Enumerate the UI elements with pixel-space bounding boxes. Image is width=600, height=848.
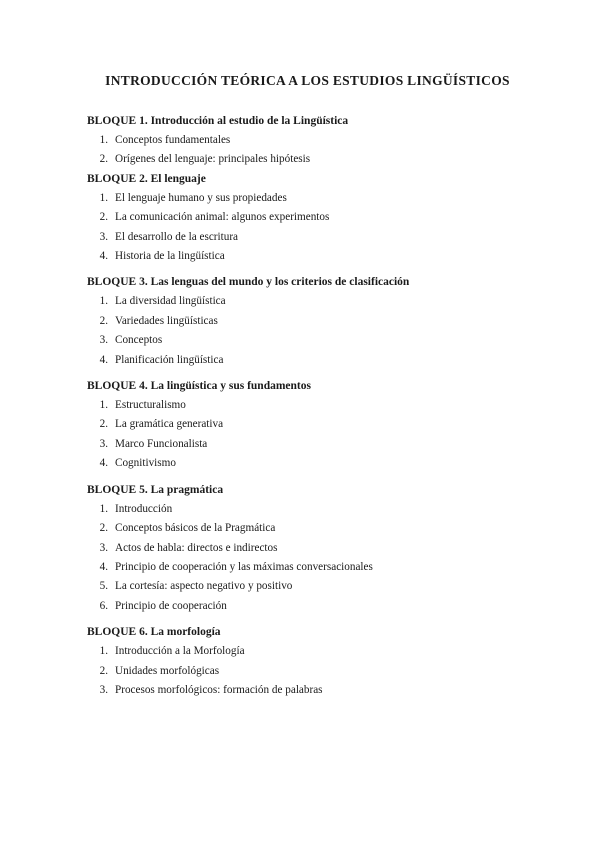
topic-list [87, 642, 520, 700]
topic-text: Estructuralismo [115, 399, 186, 412]
topic-number: 1. [99, 502, 108, 515]
topic-list [87, 131, 520, 170]
topic-item [87, 597, 520, 616]
topic-text: Planificación lingüística [115, 353, 224, 366]
topic-item [87, 189, 520, 208]
topic-number: 4. [99, 560, 108, 573]
topic-text: Orígenes del lenguaje: principales hipótesis [115, 153, 311, 166]
topic-item [87, 539, 520, 558]
topic-item [87, 228, 520, 247]
topic-number: 2. [99, 314, 108, 327]
topic-text: Introducción [115, 502, 173, 515]
topic-item [87, 662, 520, 681]
topic-item [87, 331, 520, 350]
topic-item [87, 292, 520, 311]
topic-text: El lenguaje humano y sus propiedades [115, 191, 287, 204]
topic-item [87, 208, 520, 227]
topic-text: La gramática generativa [115, 418, 224, 431]
topic-list [87, 292, 520, 370]
topic-text: Conceptos fundamentales [115, 134, 231, 146]
topic-number: 3. [99, 230, 108, 243]
topic-number: 2. [99, 418, 108, 431]
topic-number: 3. [99, 334, 108, 347]
topic-text: Principio de cooperación [115, 599, 227, 612]
topic-item [87, 247, 520, 266]
syllabus-block [87, 112, 520, 170]
topic-item [87, 681, 520, 700]
topic-text: Unidades morfológicas [115, 664, 220, 677]
topic-number: 1. [99, 134, 108, 146]
topic-text: Marco Funcionalista [115, 437, 208, 450]
topic-number: 2. [99, 522, 108, 535]
topic-number: 5. [99, 580, 108, 593]
topic-number: 1. [99, 645, 108, 658]
topic-number: 1. [99, 295, 108, 308]
topic-item [87, 454, 520, 473]
topic-item [87, 558, 520, 577]
topic-list [87, 500, 520, 616]
block-heading: BLOQUE 4. La lingüística y sus fundamentos [87, 380, 311, 393]
topic-text: Cognitivismo [115, 457, 176, 470]
topic-number: 4. [99, 457, 108, 470]
topic-text: Actos de habla: directos e indirectos [115, 541, 278, 554]
topic-number: 3. [99, 541, 108, 554]
topic-text: Conceptos [115, 334, 163, 347]
topic-text: La cortesía: aspecto negativo y positivo [115, 580, 293, 593]
topic-number: 2. [99, 664, 108, 677]
topic-item [87, 312, 520, 331]
block-heading: BLOQUE 1. Introducción al estudio de la Lingüística [87, 115, 349, 127]
topic-item [87, 500, 520, 519]
topic-number: 3. [99, 437, 108, 450]
syllabus-block [87, 481, 520, 616]
topic-item [87, 131, 520, 150]
syllabus-block [87, 273, 520, 370]
topic-text: La diversidad lingüística [115, 295, 226, 308]
topic-item [87, 642, 520, 661]
topic-text: El desarrollo de la escritura [115, 230, 239, 243]
syllabus-blocks [87, 112, 520, 700]
document-title: INTRODUCCIÓN TEÓRICA A LOS ESTUDIOS LINGÜÍSTICOS [105, 73, 510, 88]
topic-item [87, 577, 520, 596]
topic-number: 6. [99, 599, 108, 612]
topic-item [87, 415, 520, 434]
block-heading: BLOQUE 5. La pragmática [87, 483, 224, 496]
topic-number: 2. [99, 153, 108, 166]
topic-item [87, 435, 520, 454]
topic-number: 4. [99, 250, 108, 263]
topic-item [87, 150, 520, 169]
topic-number: 1. [99, 399, 108, 412]
block-heading: BLOQUE 3. Las lenguas del mundo y los criterios de clasificación [87, 276, 410, 289]
syllabus-block [87, 170, 520, 267]
topic-list [87, 396, 520, 474]
topic-text: Principio de cooperación y las máximas conversacionales [115, 560, 373, 573]
topic-list [87, 189, 520, 267]
topic-text: Introducción a la Morfología [115, 645, 245, 658]
syllabus-block [87, 377, 520, 474]
topic-text: Conceptos básicos de la Pragmática [115, 522, 276, 535]
topic-number: 1. [99, 191, 108, 204]
topic-item [87, 396, 520, 415]
syllabus-block [87, 623, 520, 700]
topic-text: Historia de la lingüística [115, 250, 225, 263]
topic-text: La comunicación animal: algunos experimentos [115, 211, 330, 224]
block-heading: BLOQUE 6. La morfología [87, 626, 221, 639]
topic-number: 3. [99, 683, 108, 696]
topic-item [87, 519, 520, 538]
topic-text: Procesos morfológicos: formación de palabras [115, 683, 323, 696]
block-heading: BLOQUE 2. El lenguaje [87, 172, 206, 185]
topic-number: 2. [99, 211, 108, 224]
topic-number: 4. [99, 353, 108, 366]
topic-item [87, 351, 520, 370]
topic-text: Variedades lingüísticas [115, 314, 218, 327]
